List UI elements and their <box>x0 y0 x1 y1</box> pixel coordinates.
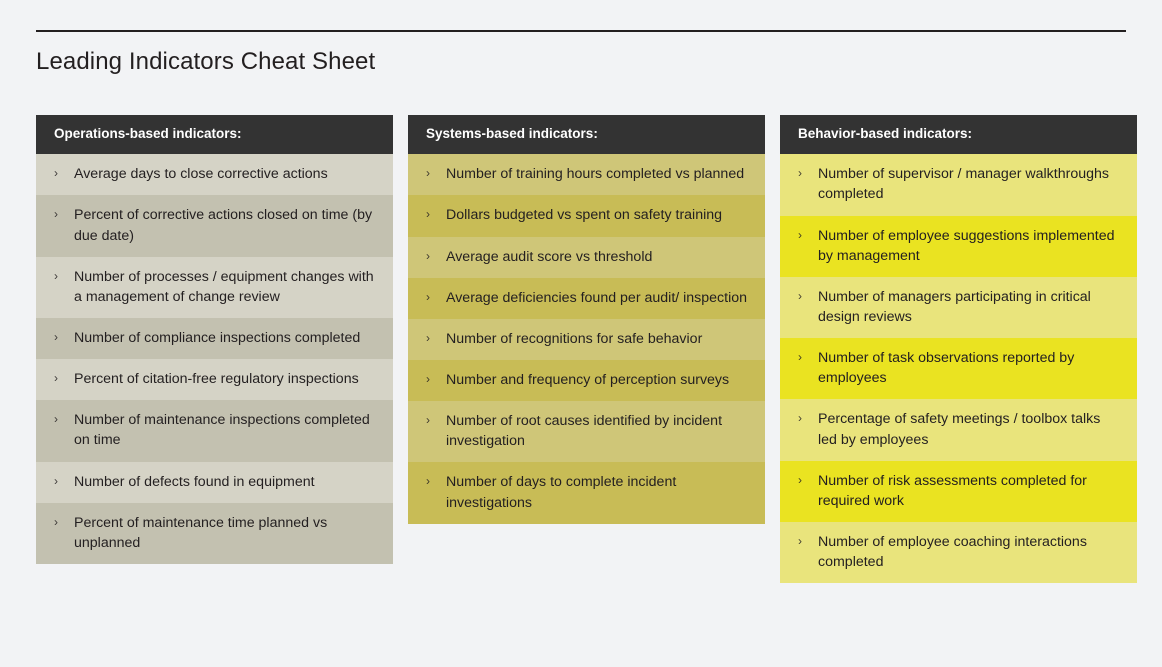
list-item-label: Number of root causes identified by incident investigation <box>446 413 723 450</box>
list-item[interactable] <box>408 401 765 462</box>
chevron-right-icon: › <box>54 166 58 181</box>
list-item-label: Percentage of safety meetings / toolbox talks led by employees <box>818 411 1101 448</box>
list-item[interactable] <box>780 399 1137 460</box>
list-item[interactable] <box>36 400 393 461</box>
chevron-right-icon: › <box>426 289 430 304</box>
list-item[interactable] <box>36 462 393 503</box>
column-behavior-based <box>780 115 1137 583</box>
chevron-right-icon: › <box>426 371 430 386</box>
list-item-label: Number of employee suggestions implemented by management <box>818 227 1115 264</box>
list-item[interactable] <box>408 278 765 319</box>
list-item-label: Number of defects found in equipment <box>74 473 315 490</box>
list-item[interactable] <box>408 154 765 195</box>
list-item-label: Number of training hours completed vs planned <box>446 166 745 183</box>
chevron-right-icon: › <box>54 329 58 344</box>
indicator-columns <box>36 115 1126 583</box>
list-item[interactable] <box>408 195 765 236</box>
chevron-right-icon: › <box>54 371 58 386</box>
chevron-right-icon: › <box>798 227 802 242</box>
list-item-label: Average deficiencies found per audit/ inspection <box>446 289 748 306</box>
list-item[interactable] <box>780 216 1137 277</box>
list-item[interactable] <box>36 257 393 318</box>
chevron-right-icon: › <box>798 472 802 487</box>
list-item-label: Number of risk assessments completed for required work <box>818 472 1087 509</box>
list-item[interactable] <box>408 360 765 401</box>
list-item-label: Number of compliance inspections completed <box>74 329 361 346</box>
column-items-behavior-based <box>780 154 1137 583</box>
list-item-label: Number of employee coaching interactions completed <box>818 534 1087 571</box>
column-header-behavior-based: Behavior-based indicators: <box>780 115 1137 154</box>
chevron-right-icon: › <box>426 166 430 181</box>
list-item-label: Number of task observations reported by employees <box>818 350 1075 387</box>
chevron-right-icon: › <box>54 207 58 222</box>
list-item[interactable] <box>36 503 393 564</box>
chevron-right-icon: › <box>798 534 802 549</box>
column-operations-based <box>36 115 393 564</box>
chevron-right-icon: › <box>54 268 58 283</box>
chevron-right-icon: › <box>798 411 802 426</box>
column-items-systems-based <box>408 154 765 524</box>
list-item-label: Dollars budgeted vs spent on safety training <box>446 207 723 224</box>
list-item-label: Number of maintenance inspections completed on time <box>74 412 370 449</box>
list-item-label: Number of processes / equipment changes with a management of change review <box>74 268 374 305</box>
chevron-right-icon: › <box>54 473 58 488</box>
column-systems-based <box>408 115 765 524</box>
column-items-operations-based <box>36 154 393 564</box>
list-item[interactable] <box>36 154 393 195</box>
column-header-operations-based: Operations-based indicators: <box>36 115 393 154</box>
list-item[interactable] <box>780 461 1137 522</box>
list-item-label: Percent of citation-free regulatory inspections <box>74 371 359 388</box>
chevron-right-icon: › <box>426 330 430 345</box>
list-item-label: Average audit score vs threshold <box>446 248 653 265</box>
list-item[interactable] <box>36 359 393 400</box>
list-item-label: Percent of corrective actions closed on time (by due date) <box>74 207 373 244</box>
chevron-right-icon: › <box>798 288 802 303</box>
chevron-right-icon: › <box>426 207 430 222</box>
list-item[interactable] <box>408 237 765 278</box>
list-item[interactable] <box>780 338 1137 399</box>
list-item-label: Percent of maintenance time planned vs unplanned <box>74 514 328 551</box>
chevron-right-icon: › <box>54 412 58 427</box>
chevron-right-icon: › <box>426 248 430 263</box>
list-item[interactable] <box>408 319 765 360</box>
chevron-right-icon: › <box>54 514 58 529</box>
page-title: Leading Indicators Cheat Sheet <box>36 48 376 75</box>
list-item[interactable] <box>780 154 1137 215</box>
list-item-label: Number of managers participating in critical design reviews <box>818 288 1091 325</box>
chevron-right-icon: › <box>798 166 802 181</box>
list-item[interactable] <box>36 318 393 359</box>
list-item-label: Average days to close corrective actions <box>74 166 328 183</box>
list-item[interactable] <box>408 462 765 523</box>
title-divider <box>36 30 1126 32</box>
list-item-label: Number of days to complete incident investigations <box>446 474 677 511</box>
list-item[interactable] <box>36 195 393 256</box>
list-item[interactable] <box>780 277 1137 338</box>
column-header-systems-based: Systems-based indicators: <box>408 115 765 154</box>
list-item-label: Number and frequency of perception surveys <box>446 371 730 388</box>
chevron-right-icon: › <box>426 474 430 489</box>
list-item-label: Number of recognitions for safe behavior <box>446 330 703 347</box>
chevron-right-icon: › <box>798 350 802 365</box>
chevron-right-icon: › <box>426 413 430 428</box>
list-item[interactable] <box>780 522 1137 583</box>
list-item-label: Number of supervisor / manager walkthroughs completed <box>818 166 1109 203</box>
